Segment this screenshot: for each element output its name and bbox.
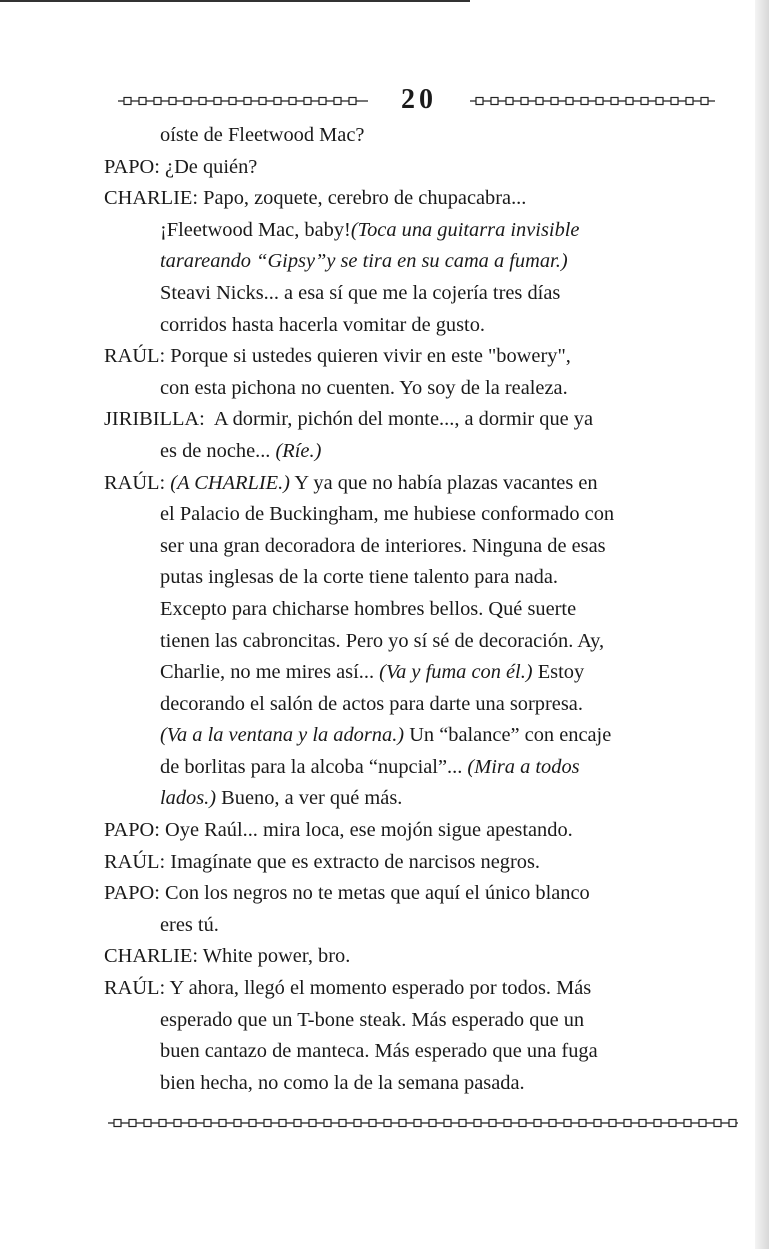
speaker-name: PAPO: (104, 882, 160, 905)
speaker-name: RAÚL: (104, 471, 166, 494)
stage-direction: (Va y fuma con él.) (379, 661, 533, 684)
script-line: ser una gran decoradora de interiores. Ninguna de esas (160, 534, 606, 557)
script-text (104, 120, 734, 1099)
stage-direction: tarareando “Gipsy”y se tira en su cama a fumar.) (160, 250, 568, 273)
script-line: Charlie, no me mires así... (Va y fuma con él.) Estoy (160, 661, 585, 684)
script-line: JIRIBILLA: A dormir, pichón del monte..., a dormir que ya (104, 408, 594, 431)
script-line: RAÚL: Y ahora, llegó el momento esperado por todos. Más (104, 977, 592, 1000)
script-line: PAPO: ¿De quién? (104, 155, 258, 178)
script-line (104, 246, 734, 278)
page-header (118, 82, 718, 118)
stage-direction: lados.) (160, 787, 217, 810)
speaker-name: CHARLIE: (104, 945, 199, 968)
script-line: RAÚL: (A CHARLIE.) Y ya que no había plazas vacantes en (104, 471, 598, 494)
stage-direction: (Toca una guitarra invisible (350, 218, 580, 241)
speaker-name: RAÚL: (104, 345, 166, 368)
script-line: es de noche... (Ríe.) (160, 439, 322, 462)
stage-direction: (Ríe.) (275, 439, 322, 462)
script-line: CHARLIE: Papo, zoquete, cerebro de chupacabra... (104, 187, 527, 210)
script-line: tienen las cabroncitas. Pero yo sí sé de decoración. Ay, (160, 629, 605, 652)
script-line: oíste de Fleetwood Mac? (160, 124, 365, 146)
script-line: CHARLIE: White power, bro. (104, 945, 351, 968)
speaker-name: PAPO: (104, 155, 160, 178)
script-line: decorando el salón de actos para darte una sorpresa. (160, 692, 583, 715)
script-line: PAPO: Oye Raúl... mira loca, ese mojón sigue apestando. (104, 819, 573, 842)
speaker-name: PAPO: (104, 819, 160, 842)
script-line: RAÚL: Imagínate que es extracto de narcisos negros. (104, 850, 541, 873)
script-line: Steavi Nicks... a esa sí que me la cojería tres días (160, 281, 561, 304)
chain-ornament-left (118, 96, 368, 106)
page-edge-shadow (755, 0, 769, 1249)
script-line: esperado que un T-bone steak. Más esperado que un (160, 1008, 585, 1031)
stage-direction: (A CHARLIE.) (165, 471, 290, 494)
script-line: ¡Fleetwood Mac, baby!(Toca una guitarra invisible (160, 218, 580, 241)
script-line: bien hecha, no como la de la semana pasada. (160, 1071, 525, 1094)
script-line: el Palacio de Buckingham, me hubiese conformado con (160, 503, 615, 526)
speaker-name: RAÚL: (104, 850, 166, 873)
script-line: eres tú. (160, 913, 219, 936)
stage-direction: (Mira a todos (467, 755, 580, 778)
page-number: 20 (401, 84, 437, 115)
speaker-name: RAÚL: (104, 977, 166, 1000)
chain-ornament-right (470, 96, 715, 106)
script-line: putas inglesas de la corte tiene talento para nada. (160, 566, 559, 589)
script-line: PAPO: Con los negros no te metas que aquí el único blanco (104, 882, 590, 905)
stage-direction: (Va a la ventana y la adorna.) (160, 724, 405, 747)
script-line: con esta pichona no cuenten. Yo soy de la realeza. (160, 376, 568, 399)
script-line: (Va a la ventana y la adorna.) Un “balance” con encaje (160, 724, 612, 747)
chain-ornament-bottom (108, 1118, 738, 1128)
top-edge-rule (0, 0, 470, 2)
script-line: RAÚL: Porque si ustedes quieren vivir en este "bowery", (104, 345, 571, 368)
script-line: corridos hasta hacerla vomitar de gusto. (160, 313, 486, 336)
script-line: buen cantazo de manteca. Más esperado que una fuga (160, 1040, 598, 1063)
script-line: lados.) Bueno, a ver qué más. (160, 787, 403, 810)
script-line: de borlitas para la alcoba “nupcial”... (Mira a todos (160, 755, 580, 778)
speaker-name: JIRIBILLA: (104, 408, 205, 431)
speaker-name: CHARLIE: (104, 187, 199, 210)
script-line: Excepto para chicharse hombres bellos. Qué suerte (160, 597, 577, 620)
